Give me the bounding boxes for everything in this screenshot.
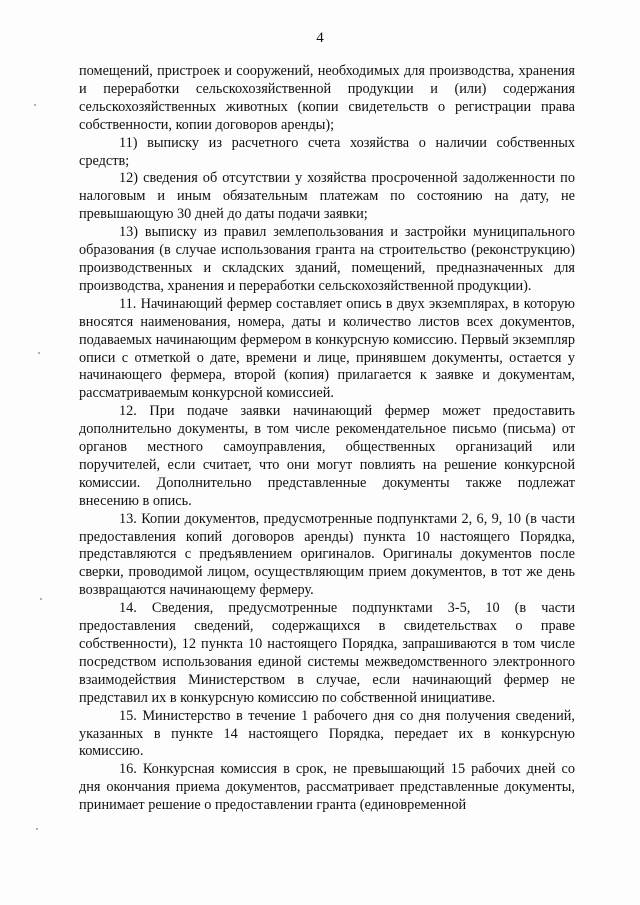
paragraph-item-11: 11) выписку из расчетного счета хозяйства о наличии собственных средств; bbox=[79, 134, 575, 169]
paragraph-section-16: 16. Конкурсная комиссия в срок, не превышающий 15 рабочих дней со дня окончания приема документов, рассматривает представленные документы, принимает решение о предоставлении гранта (единовременной bbox=[79, 761, 575, 814]
paragraph-item-12: 12) сведения об отсутствии у хозяйства просроченной задолженности по налоговым и иным обязательным платежам по состоянию на дату, не превышающую 30 дней до даты подачи заявки; bbox=[79, 170, 575, 223]
scan-speck bbox=[38, 352, 40, 354]
paragraph-section-14: 14. Сведения, предусмотренные подпунктами 3-5, 10 (в части предоставления сведений, содержащихся в свидетельствах о праве собственности), 12 пункта 10 настоящего Порядка, запрашиваются в том числе посредством использования единой системы межведомственного электронного взаимодействия Министерством в случае, если начинающий фермер не представил их в конкурсную комиссию по собственной инициативе. bbox=[79, 600, 575, 706]
page-number: 4 bbox=[316, 30, 324, 46]
scan-speck bbox=[34, 104, 36, 106]
paragraph-continuation: помещений, пристроек и сооружений, необходимых для производства, хранения и переработки сельскохозяйственной продукции и (или) содержания сельскохозяйственных животных (копии свидетельств о регистрации права собственности, копии договоров аренды); bbox=[79, 63, 575, 133]
document-body bbox=[79, 63, 575, 815]
paragraph-item-13: 13) выписку из правил землепользования и застройки муниципального образования (в случае использования гранта на строительство (реконструкцию) производственных и складских зданий, помещений, предназначенных для производства, хранения и переработки сельскохозяйственной продукции). bbox=[79, 224, 575, 294]
scan-speck bbox=[40, 598, 42, 600]
paragraph-section-12: 12. При подаче заявки начинающий фермер может предоставить дополнительно документы, в том числе рекомендательное письмо (письма) от органов местного самоуправления, общественных организаций или поручителей, если считает, что они могут повлиять на решение конкурсной комиссии. Дополнительно представленные документы также подлежат внесению в опись. bbox=[79, 403, 575, 509]
paragraph-section-15: 15. Министерство в течение 1 рабочего дня со дня получения сведений, указанных в пункте 14 настоящего Порядка, передает их в конкурсную комиссию. bbox=[79, 707, 575, 760]
paragraph-section-13: 13. Копии документов, предусмотренные подпунктами 2, 6, 9, 10 (в части предоставления копий договоров аренды) пункта 10 настоящего Порядка, представляются с предъявлением оригиналов. Оригиналы документов после сверки, проводимой лицом, осуществляющим прием документов, в тот же день возвращаются начинающему фермеру. bbox=[79, 510, 575, 599]
scan-speck bbox=[36, 828, 38, 830]
paragraph-section-11: 11. Начинающий фермер составляет опись в двух экземплярах, в которую вносятся наименования, номера, даты и количество листов всех документов, подаваемых начинающим фермером в конкурсную комиссию. Первый экземпляр описи с отметкой о дате, времени и лице, принявшем документы, остается у начинающего фермера, второй (копия) прилагается к заявке и документам, рассматриваемым конкурсной комиссией. bbox=[79, 295, 575, 402]
